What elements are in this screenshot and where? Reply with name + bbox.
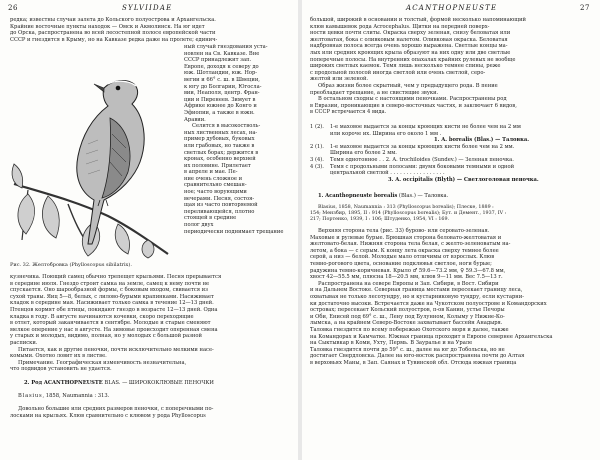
right-running-title: ACANTHOPNEUSTE [406,4,498,12]
text-line: Образ жизни более скрытный, чем у предыдущего рода. В пение [318,82,498,89]
key-row-text: или короче их. Ширина его около 1 мм . [330,130,442,137]
key-row [310,137,594,144]
text-line: в апреле и мае. Пе- [184,169,238,176]
key-row-text: центральной светлой . . . . . . . . . . . . . . . . . [330,170,445,177]
right-page-number: 27 [580,4,590,12]
text-line: мелкое оперение у нас в августе. На зимовье происходит оперенная смена [10,326,218,333]
right-page [302,0,600,460]
text-line: ции и Пиренеев. Зимует в [184,96,256,103]
genus-heading [10,380,294,387]
text-line: щая из часто повторяемой [184,202,258,209]
text-line: СССР и гнездится в Крыму, но на Кавказе редка даже на пролете; единич- [10,36,218,43]
identification-key [310,124,594,183]
text-line: Таловка гнездится по всему побережью Охотского моря и далее, также [310,326,509,333]
text-line: преобладает трещание, а не свистящие звуки. [310,89,439,96]
genus-heading-author: BLAS. [104,380,121,386]
text-line: Blasius, 1858, Naumannia : 313 (Phylloscopus borealis); Плеске, 1889 : [318,205,494,210]
text-line: достигает Свердловска. Далее на юго-восток распространена почти до Алтая [310,353,525,360]
text-line: комыми. Охотно ловит их в листве. [10,353,107,360]
genus-heading-russian: — ШИРОКОКЛЮВЫЕ ПЕНОЧКИ [122,380,214,386]
text-line: сравнительно смешан- [184,182,247,189]
species-heading-rest: (Blas.) — Таловка. [398,193,449,199]
text-line: ки достаточно высоки. Встречается даже на Чукотском полуострове и Командорских [310,300,547,307]
text-line: на Командорах и Камчатке. Южная граница проходит в Европе севернее Архангельска [310,333,553,340]
species-heading-line [310,193,594,200]
key-row-text: 3. A. occipitalis (Blyth) — Светлоголовая пеночка. [388,176,539,183]
text-line: Селится в высокостволь- [192,123,261,130]
figure-caption: Рис. 32. Желтобровка (Phylloscopus sibilatrix). [10,262,132,268]
text-line: на Сыктывкар в Коми, Ухту, Пермь. В Зауралье и на Урале [310,340,473,347]
text-line: ных лиственных лесах, на- [184,129,258,136]
genus-heading-name: 2. Род ACANTHOPNEUSTE [24,380,103,386]
text-line: хвост 42—55.5 мм, плюсна 18—20.5 мм, клюв 9—11 мм. Вес 7.5—13 г. [310,274,503,281]
text-line: В остальном сходны с настоящими пеночками. Распространены род [318,96,507,103]
text-line: к югу до Болгарии, Югосла- [184,83,262,90]
text-line: лымска, а на крайнем Северо-Востоке захватывает бассейн Анадыря. [310,320,503,327]
species-description [310,228,594,366]
right-intro-paragraph [310,17,594,116]
left-page-number: 26 [8,4,18,12]
text-line: кладок в середине мая. Насиживает только самка в течение 12—13 дней. [10,300,214,307]
text-line: вии, Неаполя, центр. Фран- [184,90,260,97]
text-line: охватывая не только лесотундру, но и кустарниковую тундру, если кустарни- [310,293,524,300]
text-line: в середине июля. Гнездо строит самка на земле, самец к нему почти не [10,280,210,287]
text-line: радужина темно-коричневая. Крыло ♂ 59.6—73.2 мм, ♀ 59.3—67.8 мм, [310,267,506,274]
text-line: кронах, особенно верхней [184,156,256,163]
species-citations [310,205,594,223]
text-line: желтовато-белая. Нижняя сторона тела белая, с желто-зеленоватым на- [310,241,511,248]
text-line: Европе, доходя к северу до [184,63,259,70]
key-row-number: 1 (2). [310,124,324,130]
text-line: и на Дальнем Востоке. Северная граница местами пересекает границу леса, [310,287,523,294]
text-line: у старых и молодых, видимо, полная, но у молодых с большой разной [10,333,202,340]
text-line: пример дубовых, буковых [184,136,255,143]
warbler-illustration [8,44,180,260]
wood-warbler-drawing [8,44,180,260]
genus-heading-line [10,380,294,387]
text-line: надбровная полоса всегда очень хорошо выражена. Светлые концы ма- [310,43,508,50]
key-row [310,150,594,157]
key-row-text: Темя однотонное . . 2. A. trochiloides (Sundev.) — Зеленая пеночка. [330,156,514,163]
key-row-text: 1-е маховое выдается за концы кроющих кисти не более чем на 2 мм [330,124,521,130]
genus-citation-rest: , 1858, Naumannia : 313. [42,393,110,399]
text-line: юж. Шотландии, юж. Нор- [184,70,258,77]
text-line: новлен на Св. Кавказе. Вне [184,50,260,57]
text-line: их половине. Прилетает [184,162,251,169]
text-line: клюв камышевок рода Acrocephalus. Щитки на передней поверх- [310,23,490,30]
text-line: стоящей в средине [184,215,237,222]
left-wrap-column [184,44,294,235]
text-line: широких светлых каемок. Темя лишь несколько темнее спины, реже [310,63,501,70]
text-line: кузнечика. Поющий самец обычно трепещет крыльями. Песня прерывается [10,274,222,280]
text-line: вегии и 66° с. ш. в Швеции, [184,76,260,83]
genus-citation-line [10,393,294,400]
text-line: Таловка гнездится почти до 59° с. ш., далее на юг до Тобольска, но не [310,346,505,353]
text-line: островах; пересекает Кольский полуостров, п-ов Канин, устье Печоры [310,307,505,314]
key-row-text: 1-е маховое выдается за концы кроющих кисти более чем на 2 мм. [330,143,515,150]
text-line: и Оби, Енисей под 69° с. ш., Лену под Булунном, Колыму у Нижне-Ко- [310,313,505,320]
text-line: 154; Мензбир, 1895, II : 914 (Phylloscopus borealis); Бут. и Демент., 1937, IV : [310,211,507,216]
key-row [310,164,594,171]
left-top-paragraph [10,17,294,43]
text-line: Верхняя сторона тела (рис. 33) бурово- или серовато-зеленая. [318,228,490,234]
text-line: в верховьях Маны, в Зап. Саянах и Тувинской обл. Отсюда южная граница [310,359,517,366]
text-line: редка; известны случаи залета до Кольского полуострова и Архангельска. [10,17,216,23]
text-line: кладка в году. В августе начинаются кочевки, скоро переходящие [10,313,194,320]
text-line: полог двух [184,222,214,229]
text-line: СССР принадлежит зап. [184,57,252,64]
left-page [0,0,298,460]
genus-citation-author: Blasius [18,393,43,399]
text-line: Аравии. [184,116,206,123]
text-line: или грабовых, но также в [184,142,255,149]
key-row [310,170,594,177]
text-line: спускается. Оно шарообразной формы, с боковым входом, свивается из [10,287,208,294]
text-line: Африке южнее до Конго и [184,103,257,110]
key-row-number: 4 (3). [310,163,324,170]
text-line: переливающейся, плотно [184,208,255,215]
text-line: летом, а бока — с серым. К концу лета окраска сверху темнее более [310,247,499,254]
key-row [310,177,594,184]
text-line: темно-рогового цвета, основание подклювья светлое, ноги бурые; [310,260,492,267]
text-line: 217; Портенко, 1939, I : 106; Штуденко, 1954, VI : 169. [310,217,450,222]
species-heading [310,193,594,200]
text-line: ное; часто ворующими [184,189,247,196]
text-line: до Орска, распространена во всей лесостепной полосе европейской части [10,30,216,37]
text-line: ние очень сложное и [184,175,243,182]
text-line: поперечные полосы. На внутренних опахалах крайних рулевых не вообще [310,56,516,63]
text-line: вечерами. Песня, состоя- [184,195,255,202]
left-bottom-paragraph [10,274,294,373]
text-line: сухой травы. Яиц 5—8, белых, с лилово-бурыми крапинками. Насиживает [10,293,214,300]
genus-citation [10,393,294,400]
key-row-text: 1. A. borealis (Blas.) — Таловка. [434,137,530,144]
species-heading-latin: Acanthopneuste borealis [325,193,398,199]
key-row-text: Ширина его более 2 мм. [330,150,397,157]
text-line: желтой или зеленой. [310,76,369,83]
text-line: расписки. [10,339,38,346]
text-line: большой, широкий в основании и толстый, формой несколько напоминающий [310,17,526,23]
text-line: ности цевки почти слиты. Окраска сверху зеленая, снизу беловатая или [310,30,511,37]
text-line: Питается, как и другие пеночки, почти исключительно мелкими насе- [18,346,214,353]
key-row [310,124,594,131]
text-line: Маховые и рулевые бурые. Брюшная сторона беловато-желтоватая и [310,234,502,241]
key-row-number: 2 (1). [310,143,324,150]
species-heading-number: 1. [318,193,324,199]
text-line: лых или средних кроющих крыла образуют на них одну или две светлые [310,49,511,56]
text-line: что подвидов установить не удается. [10,366,112,373]
text-line: лосками на крыльях. Клюв сравнительно с клювом у рода Phylloscopus [10,412,206,419]
key-row [310,157,594,164]
text-line: в отлет, который заканчивается в сентябре. Молодые и старые сменяют [10,320,211,327]
key-row-number: 3 (4). [310,156,324,163]
left-running-title: SYLVIIDAE [122,4,173,12]
text-line: Примечание. Географическая изменчивость незначительна, [18,359,187,366]
text-line: Птенцов кормят обе птицы, покидают гнездо в возрасте 12—13 дней. Одна [10,306,218,313]
text-line: в СССР встречается 4 вида. [310,109,387,116]
text-line: светлых борах; держится в [184,149,259,156]
text-line: ный случай гнездования уста- [184,44,268,50]
text-line: желтоватая, бока с оливковым налетом. Оливковая окраска. Беловатая [310,36,508,43]
text-line: периодически поднимает трещание [184,228,284,235]
genus-description [10,406,294,419]
text-line: в Евразии, проникающие в северо-восточных частях, и заключает 6 видов, [310,102,517,109]
text-line: Эфиопии, а также в южн. [184,109,255,116]
text-line: с продольной полосой иногда светлой или очень светлой, серо- [310,69,486,76]
text-line: Распространена на севере Европы и Зап. Сибири, в Вост. Сибири [318,280,499,287]
text-line: Крайние восточные пункты находок — Омск и Акмолинск. На юг идет [10,23,205,30]
text-line: Довольно большие или средних размеров пеночки, с поперечными по- [18,406,214,412]
text-line: серой, а низ — белой. Молодые мало отличимы от взрослых. Клюв [310,254,495,261]
key-row-text: Темя с продольными полосами: двумя боковыми темными и одной [330,163,515,170]
